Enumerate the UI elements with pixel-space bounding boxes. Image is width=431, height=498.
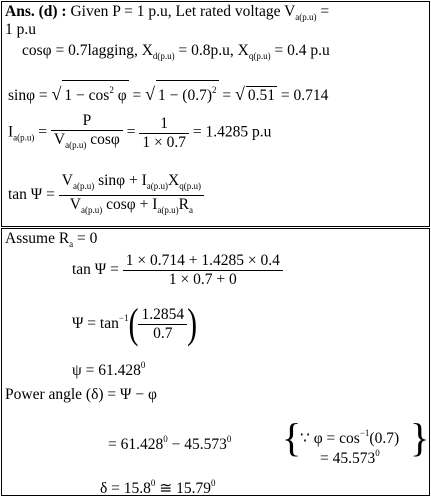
ia-eq: =	[34, 123, 51, 141]
ia-result: = 1.4285 p.u	[188, 123, 272, 141]
right-brace-icon: }	[410, 415, 430, 460]
cos-text3: = 0.4 p.u	[270, 42, 330, 59]
psi-arctan-line: $\Psi = \tan^{-1}$( $\frac{1.2854}{0.7}$ )	[72, 300, 198, 347]
given-text: Given P = 1 p.u, Let rated voltage V	[70, 3, 296, 20]
ia-fraction-2: $\frac{1}{1 \times 0.7}$	[139, 115, 189, 152]
tan-fraction: $\frac{V_{a(p.u)} \sin\varphi + I_{a(p.u)}X_{q(p.u)}}{V_{a(p.u)} \cos\varphi + I_{a(p.u)}R_a}$	[59, 172, 204, 219]
answer-heading	[5, 3, 329, 26]
ia-line	[8, 112, 271, 154]
difference-line: = $61.428^0 - 45.573^0$	[108, 434, 232, 453]
sin-eq: =	[128, 87, 146, 104]
sin-root3: 0.51	[247, 87, 276, 104]
assume-line: Assume $R_a = 0$	[5, 230, 98, 249]
cos-text2: = 0.8p.u, X	[174, 42, 249, 59]
sin-result: = 0.714	[277, 87, 329, 104]
given-line2: 1 p.u	[5, 21, 36, 38]
cos-sub1: d(p.u)	[152, 51, 175, 61]
tan-lhs: tan Ψ =	[8, 186, 59, 204]
ia-lhs: I	[8, 123, 14, 141]
answer-label: Ans. (d) :	[5, 3, 67, 20]
sin-lhs: sinφ =	[8, 87, 52, 104]
cos-sub2: q(p.u)	[248, 51, 271, 61]
sin-root1: 1 − cos	[64, 87, 110, 104]
given-sub: a(p.u)	[295, 12, 317, 22]
sin-root1-sup: 2	[109, 85, 114, 95]
psi-fraction: $\frac{1.2854}{0.7}$	[138, 306, 187, 343]
sin-line: sinφ = √ $1 - \cos^2 \varphi$ = √ $1 - (0.7)^2$ = √ 0.51 = 0.714	[8, 80, 328, 105]
cos-line	[22, 42, 330, 65]
given-end: =	[320, 3, 330, 20]
delta-line: $\delta = 15.8^0$ ≅ 15.79$^0$	[100, 478, 216, 497]
sin-root1-end: φ	[113, 87, 127, 104]
ia-lhs-sub: a(p.u)	[13, 132, 35, 143]
tan-numeric-fraction: $\frac{1 \times 0.714 + 1.4285 \times 0.4}{1 \times 0.7 + 0}$	[123, 252, 283, 289]
left-brace-icon: {	[282, 415, 302, 460]
power-angle-line: Power angle (δ) = Ψ − φ	[5, 386, 157, 403]
cos-text1: cosφ = 0.7lagging, X	[22, 42, 153, 59]
sin-root2-sup: 2	[212, 85, 217, 95]
sin-root2: 1 − (0.7)	[158, 87, 212, 104]
ia-eq2: =	[122, 123, 140, 141]
psi-value-line: $\psi = 61.428^0$	[72, 360, 146, 379]
sin-eq2: =	[218, 87, 235, 104]
ia-fraction-1: $\frac{P}{V_{a(p.u)} \cos\varphi}$	[51, 112, 123, 154]
tan-numeric-line: tan Ψ = $\frac{1 \times 0.714 + 1.4285 \times 0.4}{1 \times 0.7 + 0}$	[72, 252, 283, 289]
tan-formula-line	[8, 172, 204, 219]
